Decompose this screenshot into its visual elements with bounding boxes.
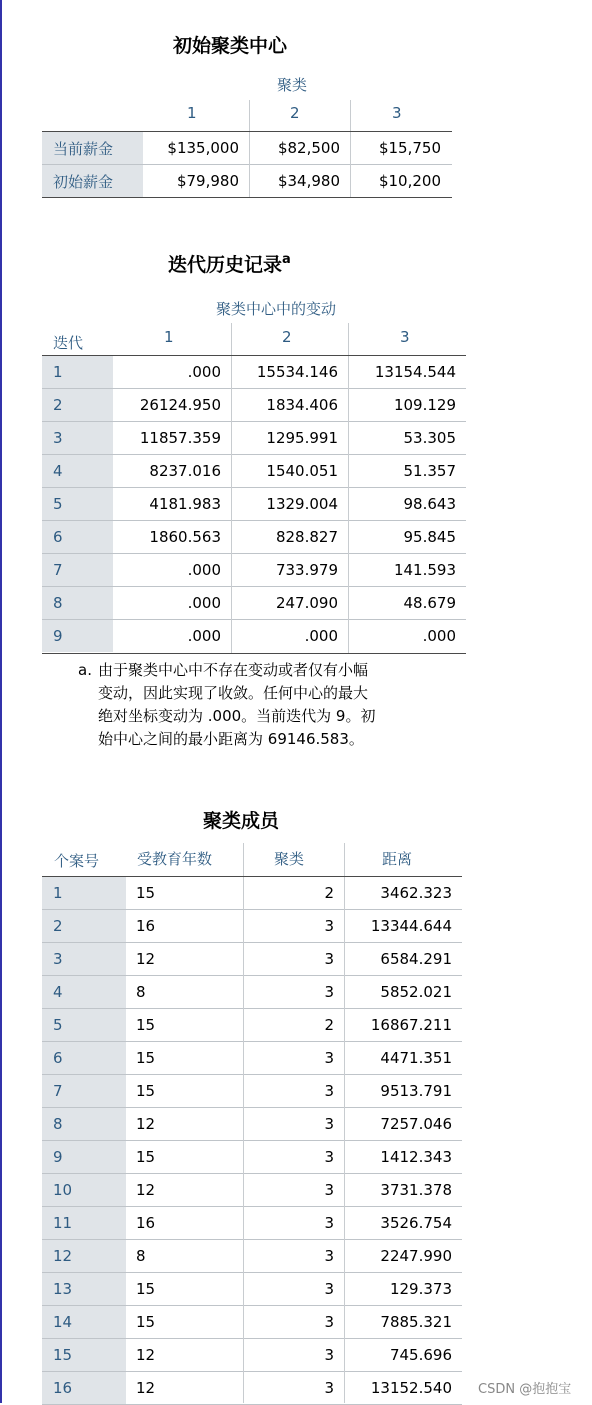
table3-col-cluster: 聚类	[274, 850, 305, 868]
table2-col-divider	[231, 356, 232, 653]
table2-cell: 1540.051	[266, 462, 338, 480]
table3-education-cell: 12	[136, 1181, 156, 1199]
table1-col-2: 2	[290, 104, 300, 122]
table3-cluster-cell: 2	[324, 1016, 334, 1034]
footnote-line: 由于聚类中心中不存在变动或者仅有小幅	[98, 661, 369, 679]
table3-education-cell: 12	[136, 1379, 156, 1397]
table3-case-number: 14	[42, 1306, 126, 1338]
table1-bottom-rule	[42, 197, 452, 198]
table2-cell: .000	[304, 627, 338, 645]
table2-cell: 247.090	[275, 594, 338, 612]
table3-case-number: 10	[42, 1174, 126, 1206]
table3-case-number: 3	[42, 943, 126, 975]
table3-education-cell: 15	[136, 1280, 156, 1298]
table2-row-label: 5	[42, 488, 113, 520]
table2-row-label: 8	[42, 587, 113, 619]
table2-cell: 1860.563	[149, 528, 221, 546]
table2-col-3: 3	[400, 328, 410, 346]
table3-education-cell: 12	[136, 1346, 156, 1364]
table3-case-number: 13	[42, 1273, 126, 1305]
table2-cell: 95.845	[403, 528, 456, 546]
table1-col-1: 1	[187, 104, 197, 122]
table3-header-divider	[344, 843, 345, 876]
left-border	[0, 0, 2, 1403]
table3-case-number: 16	[42, 1372, 126, 1404]
table3-cluster-cell: 3	[324, 1346, 334, 1364]
table3-header-divider	[243, 843, 244, 876]
table3-distance-cell: 3462.323	[380, 884, 452, 902]
table2-cell: 8237.016	[149, 462, 221, 480]
table2-group-header: 聚类中心中的变动	[216, 300, 337, 318]
table3-education-cell: 15	[136, 1313, 156, 1331]
table2-row-label: 2	[42, 389, 113, 421]
table1-col-divider	[249, 132, 250, 197]
table1-group-header: 聚类	[277, 76, 308, 94]
table2-cell: 98.643	[403, 495, 456, 513]
table2-row-label: 9	[42, 620, 113, 652]
table3-distance-cell: 745.696	[389, 1346, 452, 1364]
table3-cluster-cell: 3	[324, 1313, 334, 1331]
table3-cluster-cell: 3	[324, 1214, 334, 1232]
table2-footnote	[98, 659, 375, 751]
table2-cell: .000	[187, 561, 221, 579]
table2-cell: 1834.406	[266, 396, 338, 414]
table3-education-cell: 8	[136, 983, 146, 1001]
table1-header-divider	[249, 100, 250, 131]
table1-row-label: 初始薪金	[42, 165, 143, 197]
table2-cell: .000	[187, 363, 221, 381]
table2-cell: 13154.544	[374, 363, 456, 381]
table3-education-cell: 8	[136, 1247, 146, 1265]
table3-col-distance: 距离	[382, 850, 413, 868]
table3-distance-cell: 3526.754	[380, 1214, 452, 1232]
table3-case-number: 6	[42, 1042, 126, 1074]
table2-row-label: 1	[42, 356, 113, 388]
table2-cell: 11857.359	[139, 429, 221, 447]
table3-cluster-cell: 3	[324, 1247, 334, 1265]
table2-cell: 733.979	[275, 561, 338, 579]
table3-distance-cell: 7257.046	[380, 1115, 452, 1133]
table1-cell: $82,500	[277, 139, 340, 157]
table3-case-number: 5	[42, 1009, 126, 1041]
table2-cell: 4181.983	[149, 495, 221, 513]
table3-distance-cell: 3731.378	[380, 1181, 452, 1199]
table3-education-cell: 15	[136, 1082, 156, 1100]
table2-cell: 53.305	[403, 429, 456, 447]
table3-cluster-cell: 3	[324, 1148, 334, 1166]
table3-cluster-cell: 3	[324, 1082, 334, 1100]
table3-case-number: 12	[42, 1240, 126, 1272]
table3-education-cell: 12	[136, 1115, 156, 1133]
table3-distance-cell: 7885.321	[380, 1313, 452, 1331]
table3-education-cell: 15	[136, 1016, 156, 1034]
table3-education-cell: 16	[136, 917, 156, 935]
table3-distance-cell: 6584.291	[380, 950, 452, 968]
table2-title-text: 迭代历史记录	[168, 254, 283, 276]
table3-distance-cell: 13152.540	[370, 1379, 452, 1397]
table3-case-number: 11	[42, 1207, 126, 1239]
watermark: CSDN @抱抱宝	[478, 1382, 572, 1397]
table2-row-label: 3	[42, 422, 113, 454]
table3-education-cell: 16	[136, 1214, 156, 1232]
table1-cell: $79,980	[176, 172, 239, 190]
table2-col-divider	[348, 356, 349, 653]
table3-cluster-cell: 3	[324, 1115, 334, 1133]
table2-cell: 51.357	[403, 462, 456, 480]
table3-distance-cell: 129.373	[389, 1280, 452, 1298]
table3-cluster-cell: 3	[324, 1280, 334, 1298]
table3-education-cell: 15	[136, 1049, 156, 1067]
table2-cell: 1329.004	[266, 495, 338, 513]
table3-case-number: 4	[42, 976, 126, 1008]
table3-col-education: 受教育年数	[137, 850, 213, 868]
table1-row-label: 当前薪金	[42, 132, 143, 164]
table2-cell: 15534.146	[256, 363, 338, 381]
table3-distance-cell: 9513.791	[380, 1082, 452, 1100]
table3-education-cell: 15	[136, 884, 156, 902]
table1-cell: $15,750	[378, 139, 441, 157]
table2-row-label: 6	[42, 521, 113, 553]
table2-cell: 26124.950	[139, 396, 221, 414]
table3-col-case: 个案号	[54, 852, 100, 870]
table1-title: 初始聚类中心	[173, 35, 288, 57]
table2-cell: .000	[422, 627, 456, 645]
table2-col-1: 1	[164, 328, 174, 346]
table3-col-divider	[243, 877, 244, 1403]
table2-cell: 828.827	[275, 528, 338, 546]
table1-header-divider	[350, 100, 351, 131]
table3-case-number: 7	[42, 1075, 126, 1107]
table3-distance-cell: 13344.644	[370, 917, 452, 935]
table3-cluster-cell: 3	[324, 917, 334, 935]
table3-cluster-cell: 3	[324, 950, 334, 968]
table2-cell: .000	[187, 627, 221, 645]
table3-distance-cell: 1412.343	[380, 1148, 452, 1166]
table2-footnote-marker: a.	[78, 661, 92, 679]
table1-cell: $135,000	[167, 139, 239, 157]
table2-row-header: 迭代	[53, 334, 84, 352]
table3-distance-cell: 5852.021	[380, 983, 452, 1001]
table3-case-number: 15	[42, 1339, 126, 1371]
table2-cell: 48.679	[403, 594, 456, 612]
table3-cluster-cell: 3	[324, 1049, 334, 1067]
table3-distance-cell: 16867.211	[370, 1016, 452, 1034]
table3-case-number: 8	[42, 1108, 126, 1140]
table3-title: 聚类成员	[203, 810, 280, 832]
table3-cluster-cell: 3	[324, 1379, 334, 1397]
table2-row-label: 4	[42, 455, 113, 487]
table3-education-cell: 15	[136, 1148, 156, 1166]
table2-cell: .000	[187, 594, 221, 612]
table3-col-divider	[344, 877, 345, 1403]
table3-cluster-cell: 3	[324, 983, 334, 1001]
table2-title	[168, 250, 291, 277]
table3-cluster-cell: 3	[324, 1181, 334, 1199]
table3-education-cell: 12	[136, 950, 156, 968]
table3-distance-cell: 2247.990	[380, 1247, 452, 1265]
table2-row-label: 7	[42, 554, 113, 586]
footnote-line: 始中心之间的最小距离为 69146.583。	[98, 730, 364, 748]
table2-cell: 141.593	[393, 561, 456, 579]
table2-header-divider	[231, 323, 232, 355]
table1-cell: $34,980	[277, 172, 340, 190]
table2-bottom-rule	[42, 653, 466, 654]
table2-title-footnote-marker: a	[282, 252, 291, 267]
table2-cell: 109.129	[393, 396, 456, 414]
table2-header-divider	[348, 323, 349, 355]
footnote-line: 变动，因此实现了收敛。任何中心的最大	[98, 684, 369, 702]
table3-distance-cell: 4471.351	[380, 1049, 452, 1067]
table3-case-number: 2	[42, 910, 126, 942]
table2-cell: 1295.991	[266, 429, 338, 447]
table1-col-3: 3	[392, 104, 402, 122]
table3-case-number: 1	[42, 877, 126, 909]
table3-case-number: 9	[42, 1141, 126, 1173]
table1-cell: $10,200	[378, 172, 441, 190]
table2-col-2: 2	[282, 328, 292, 346]
table1-col-divider	[350, 132, 351, 197]
footnote-line: 绝对坐标变动为 .000。当前迭代为 9。初	[98, 707, 376, 725]
table3-cluster-cell: 2	[324, 884, 334, 902]
